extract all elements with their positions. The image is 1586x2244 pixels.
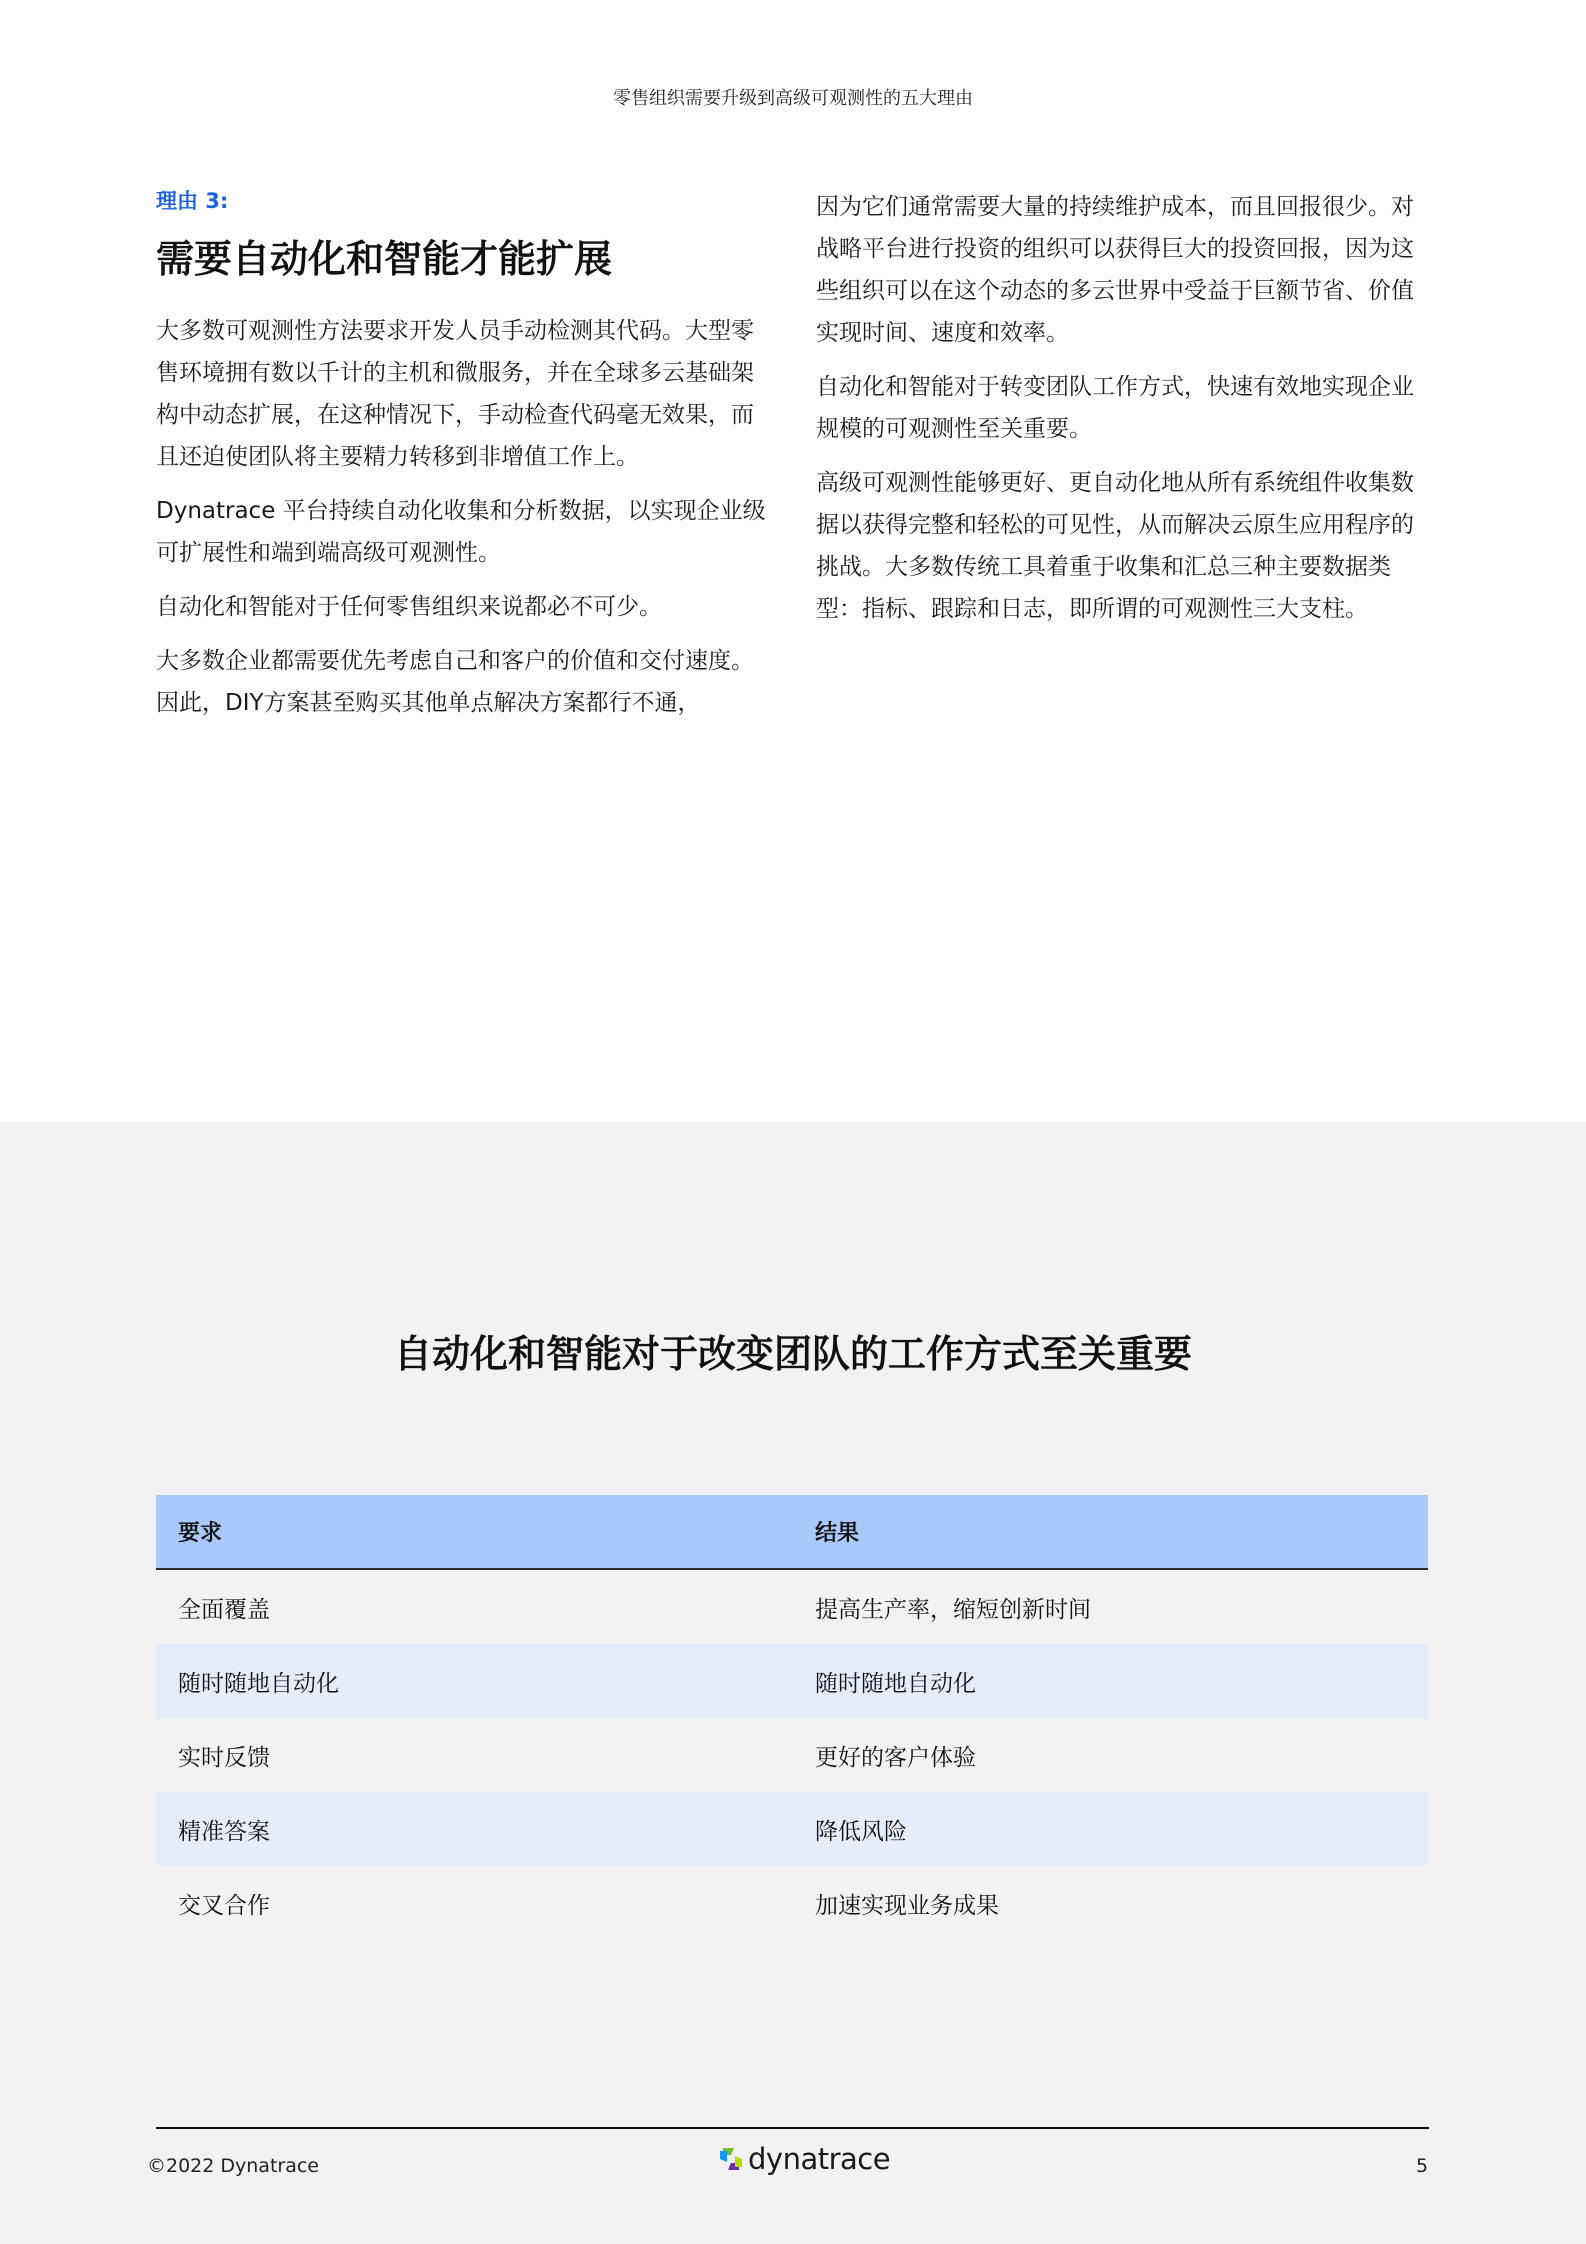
copyright: ©2022 Dynatrace — [147, 2155, 319, 2177]
table-header-requirement: 要求 — [178, 1521, 223, 1546]
table-row — [156, 1570, 1428, 1644]
table-row — [156, 1866, 1428, 1940]
table-cell: 随时随地自动化 — [178, 1670, 339, 1697]
right-paragraph-1: 因为它们通常需要大量的持续维护成本，而且回报很少。对战略平台进行投资的组织可以获得巨大的投资回报，因为这些组织可以在这个动态的多云世界中受益于巨额节省、价值实现时间、速度和效率。 — [816, 194, 1414, 346]
left-paragraph-4: 大多数企业都需要优先考虑自己和客户的价值和交付速度。因此，DIY方案甚至购买其他单点解决方案都行不通， — [156, 648, 754, 716]
left-paragraph-2: Dynatrace 平台持续自动化收集和分析数据，以实现企业级可扩展性和端到端高级可观测性。 — [156, 498, 766, 566]
left-column — [156, 186, 768, 736]
right-column — [816, 186, 1428, 642]
requirements-table — [156, 1495, 1428, 1940]
table-cell: 加速实现业务成果 — [815, 1892, 999, 1919]
table-cell: 随时随地自动化 — [815, 1670, 976, 1697]
reason-label: 理由 3: — [156, 189, 229, 213]
table-row — [156, 1644, 1428, 1718]
right-paragraph-3: 高级可观测性能够更好、更自动化地从所有系统组件收集数据以获得完整和轻松的可见性，从而解决云原生应用程序的挑战。大多数传统工具着重于收集和汇总三种主要数据类型：指标、跟踪和日志，即所谓的可观测性三大支柱。 — [816, 470, 1414, 622]
table-cell: 提高生产率，缩短创新时间 — [815, 1596, 1091, 1623]
table-cell: 更好的客户体验 — [815, 1744, 976, 1771]
band-title: 自动化和智能对于改变团队的工作方式至关重要 — [393, 1332, 1192, 1376]
right-paragraph-2: 自动化和智能对于转变团队工作方式，快速有效地实现企业规模的可观测性至关重要。 — [816, 374, 1414, 442]
table-cell: 降低风险 — [815, 1818, 907, 1845]
left-paragraph-3: 自动化和智能对于任何零售组织来说都必不可少。 — [156, 594, 662, 620]
running-header: 零售组织需要升级到高级可观测性的五大理由 — [613, 88, 973, 109]
table-header-result: 结果 — [815, 1521, 860, 1546]
logo-wordmark: dynatrace — [748, 2142, 891, 2176]
left-paragraph-1: 大多数可观测性方法要求开发人员手动检测其代码。大型零售环境拥有数以千计的主机和微服务，并在全球多云基础架构中动态扩展，在这种情况下，手动检查代码毫无效果，而且还迫使团队将主要精力转移到非增值工作上。 — [156, 318, 754, 470]
table-cell: 全面覆盖 — [178, 1596, 270, 1623]
table-cell: 实时反馈 — [178, 1744, 270, 1771]
dynatrace-logo-icon — [718, 2146, 744, 2172]
table-cell: 交叉合作 — [178, 1892, 270, 1919]
dynatrace-logo — [718, 2142, 890, 2176]
table-cell: 精准答案 — [178, 1818, 270, 1845]
table-header-row — [156, 1495, 1428, 1570]
page-number: 5 — [1416, 2155, 1429, 2177]
table-row — [156, 1718, 1428, 1792]
section-heading: 需要自动化和智能才能扩展 — [156, 237, 613, 281]
footer-divider — [156, 2127, 1429, 2129]
table-row — [156, 1792, 1428, 1866]
